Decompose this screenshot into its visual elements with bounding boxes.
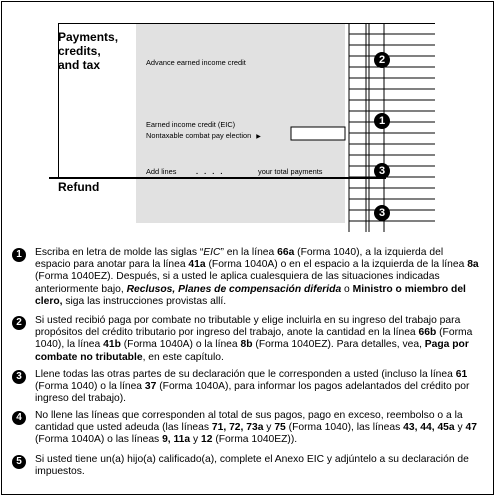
instruction-segment: Paga por combate no tributable	[35, 339, 469, 363]
instruction-segment: 47	[465, 422, 477, 434]
instruction-segment: Si usted tiene un(a) hijo(a) calificado(a), complete el Anexo EIC y adjúntelo a su declaración de impuestos.	[35, 454, 469, 478]
instruction-segment: y	[454, 422, 466, 434]
instruction-segment: 9, 11a	[162, 434, 191, 446]
instruction-segment: (Forma 1040) o la línea	[35, 381, 145, 393]
section-payments-line2: credits,	[58, 44, 101, 58]
instruction-segment: Si usted recibió paga por combate no tributable y elige incluirla en su ingreso del trabajo para propósitos del crédito tributario por ingreso del trabajo, anote la cantidad en la línea	[35, 315, 461, 339]
arrow-right-icon: ▶	[256, 134, 261, 140]
instruction-segment: 41a	[188, 259, 206, 271]
line-add-dots: . . . .	[196, 167, 225, 176]
line-combat-label: Nontaxable combat pay election	[146, 131, 252, 140]
instruction-segment: (Forma 1040), las líneas	[285, 422, 404, 434]
callout-badge: 2	[374, 52, 390, 68]
instruction-number-badge: 1	[12, 248, 26, 262]
line-advance-eic: Advance earned income credit	[146, 58, 246, 67]
instruction-segment: (Forma 1040A), para informar los pagos adelantados del crédito por ingreso del trabajo).	[35, 381, 470, 405]
instruction-segment: (Forma 1040A) o las líneas	[35, 434, 163, 446]
instruction-text	[35, 454, 481, 478]
instruction-segment: o	[341, 283, 353, 295]
form-excerpt	[46, 23, 435, 232]
instruction-text	[35, 369, 481, 406]
instruction-segment: 12	[201, 434, 213, 446]
instruction-segment: 37	[144, 381, 157, 393]
instruction-text	[35, 315, 481, 364]
instruction-segment: 66b	[418, 327, 437, 339]
instruction-segment: Llene todas las otras partes de su declaración que le corresponden a usted (incluso la línea	[35, 369, 456, 380]
instruction-segment: (Forma 1040A) o en el espacio a la izquierda de la línea	[205, 259, 468, 271]
instruction-number-badge: 3	[12, 370, 26, 384]
section-payments-line3: and tax	[58, 58, 101, 72]
instruction-segment: Escriba en letra de molde las siglas “	[35, 247, 204, 258]
instruction-text	[35, 247, 481, 308]
instruction-number-badge: 2	[12, 316, 26, 330]
instruction-segment: (Forma 1040EZ). Para detalles, vea,	[252, 339, 425, 351]
instruction-segment: 66a	[277, 247, 295, 258]
instruction-segment: 61	[455, 369, 468, 380]
instruction-number-badge: 5	[12, 455, 26, 469]
callout-badge: 3	[374, 205, 390, 221]
instruction-segment: , en este capítulo.	[142, 351, 224, 363]
instruction-segment: Reclusos, Planes de compensación diferida	[126, 283, 342, 295]
instruction-segment: y	[263, 422, 275, 434]
instruction-segment: 41b	[103, 339, 121, 351]
instruction-segment: Ministro o miembro del clero,	[35, 283, 466, 307]
instruction-segment: (Forma 1040EZ)).	[212, 434, 298, 446]
line-total: your total payments	[258, 167, 323, 176]
instruction-segment: 75	[274, 422, 286, 434]
instruction-segment: 8b	[240, 339, 253, 351]
line-eic: Earned income credit (EIC)	[146, 120, 236, 129]
instruction-text	[35, 410, 481, 447]
line-add: Add lines	[146, 167, 177, 176]
line-combat	[146, 132, 261, 140]
instruction-segment: siga las instrucciones provistas allí.	[62, 295, 227, 307]
instruction-segment: (Forma 1040EZ). Después, si a usted le aplica cualesquiera de las situaciones indicadas anteriormente bajo,	[35, 271, 440, 295]
instruction-segment: 71, 72, 73a	[211, 422, 264, 434]
callout-badge: 3	[374, 163, 390, 179]
section-payments-line1: Payments,	[58, 30, 119, 44]
section-payments	[58, 30, 118, 72]
instruction-segment: (Forma 1040), la línea	[35, 327, 473, 351]
instruction-segment: EIC	[203, 247, 221, 258]
instruction-segment: 8a	[467, 259, 479, 271]
instruction-segment: No llene las líneas que corresponden al total de sus pagos, pago en exceso, reembolso o a la cantidad que usted adeuda (las líneas	[35, 410, 463, 434]
section-refund: Refund	[58, 180, 100, 194]
combat-pay-box	[291, 127, 345, 140]
instruction-segment: 43, 44, 45a	[403, 422, 455, 434]
instruction-segment: (Forma 1040), a la izquierda del espacio para anotar para la línea	[35, 247, 444, 271]
callout-badge: 1	[374, 113, 390, 129]
instruction-segment: y	[190, 434, 201, 446]
instruction-number-badge: 4	[12, 411, 26, 425]
instruction-segment: ” en la línea	[220, 247, 278, 258]
instruction-segment: (Forma 1040A) o la línea	[120, 339, 241, 351]
